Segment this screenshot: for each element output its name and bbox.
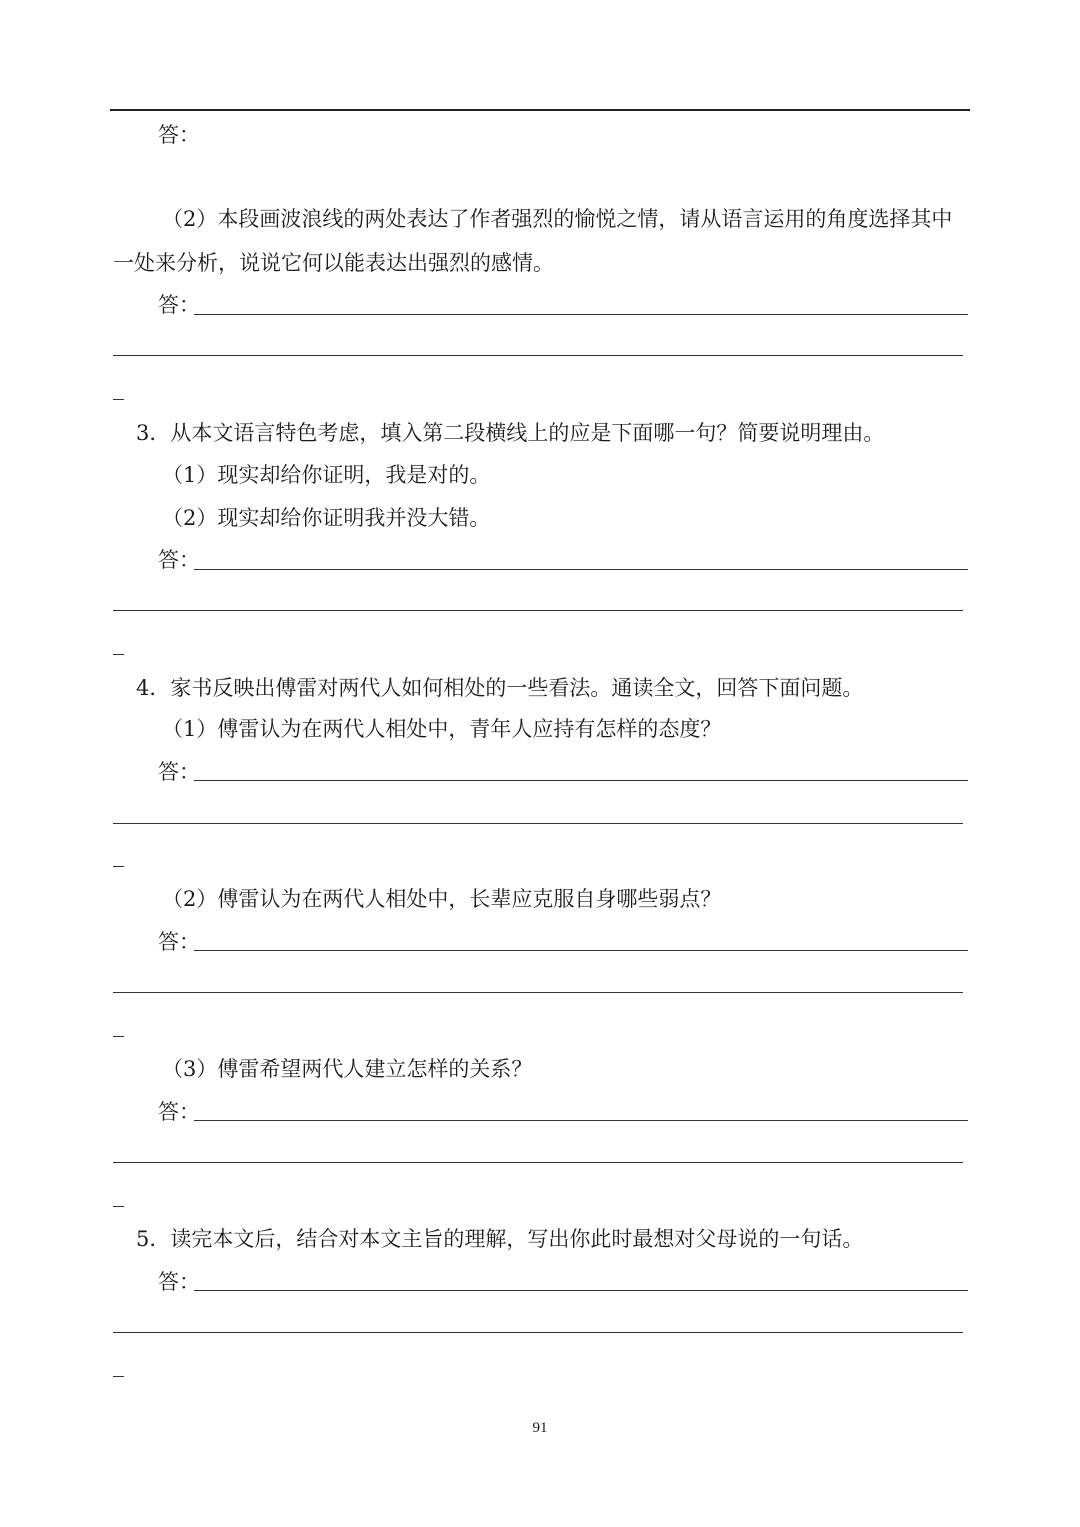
answer-blank-stub — [113, 866, 124, 867]
answer-label: 答： — [158, 760, 200, 784]
answer-blank-line[interactable] — [194, 569, 968, 570]
question-3-stem: 3．从本文语言特色考虑，填入第二段横线上的应是下面哪一句？简要说明理由。 — [136, 421, 885, 445]
answer-blank-line[interactable] — [113, 355, 963, 356]
answer-blank-stub — [113, 654, 124, 655]
answer-blank-line[interactable] — [113, 992, 963, 993]
answer-label: 答： — [158, 123, 200, 147]
answer-blank-line[interactable] — [113, 823, 963, 824]
answer-blank-line[interactable] — [194, 950, 968, 951]
question-4-sub-1: （1）傅雷认为在两代人相处中，青年人应持有怎样的态度？ — [162, 717, 722, 741]
header-rule — [110, 109, 970, 111]
question-5-stem: 5．读完本文后，结合对本文主旨的理解，写出你此时最想对父母说的一句话。 — [136, 1227, 864, 1251]
question-3-option-2: （2）现实却给你证明我并没大错。 — [162, 506, 491, 530]
answer-blank-line[interactable] — [113, 1162, 963, 1163]
answer-blank-line[interactable] — [194, 1290, 968, 1291]
question-4-sub-3: （3）傅雷希望两代人建立怎样的关系？ — [162, 1057, 533, 1081]
answer-blank-stub — [113, 399, 124, 400]
answer-blank-stub — [113, 1206, 124, 1207]
answer-blank-line[interactable] — [194, 1120, 968, 1121]
question-4-sub-2: （2）傅雷认为在两代人相处中，长辈应克服自身哪些弱点？ — [162, 887, 722, 911]
answer-blank-stub — [113, 1376, 124, 1377]
question-2-sub-2-line-2: 一处来分析，说说它何以能表达出强烈的感情。 — [113, 251, 554, 275]
question-3-option-1: （1）现实却给你证明，我是对的。 — [162, 463, 491, 487]
answer-label: 答： — [158, 293, 200, 317]
answer-label: 答： — [158, 1100, 200, 1124]
page-number: 91 — [532, 1420, 548, 1436]
question-2-sub-2-line-1: （2）本段画波浪线的两处表达了作者强烈的愉悦之情，请从语言运用的角度选择其中 — [162, 207, 953, 231]
answer-blank-line[interactable] — [113, 610, 963, 611]
answer-blank-line[interactable] — [194, 314, 968, 315]
answer-label: 答： — [158, 548, 200, 572]
question-4-stem: 4．家书反映出傅雷对两代人如何相处的一些看法。通读全文，回答下面问题。 — [136, 676, 864, 700]
answer-label: 答： — [158, 1270, 200, 1294]
answer-label: 答： — [158, 930, 200, 954]
answer-blank-line[interactable] — [113, 1332, 963, 1333]
answer-blank-stub — [113, 1036, 124, 1037]
answer-blank-line[interactable] — [194, 780, 968, 781]
